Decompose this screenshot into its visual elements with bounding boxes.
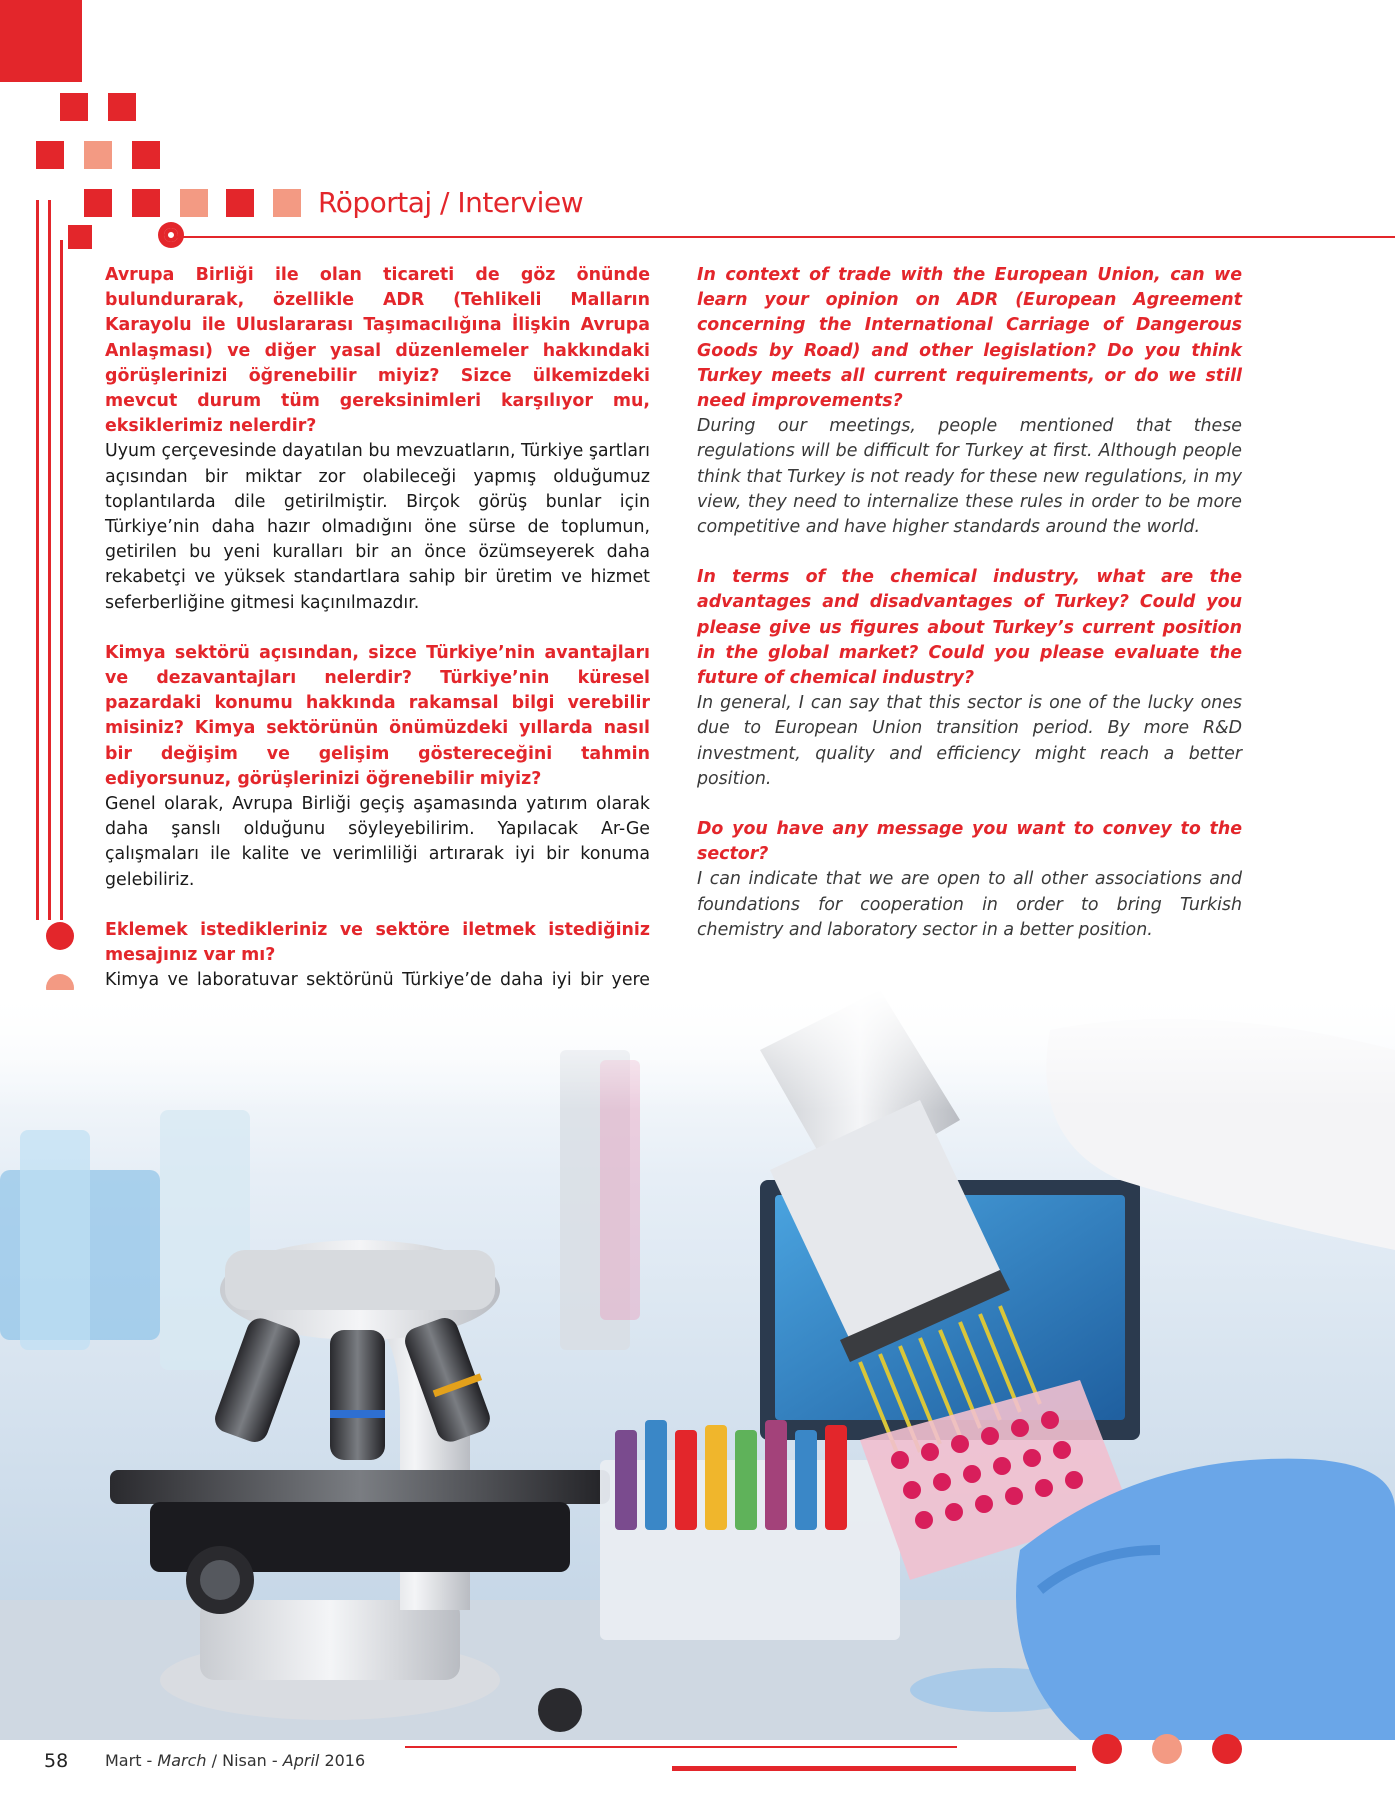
footer-rule: [672, 1766, 1076, 1771]
answer: During our meetings, people mentioned that these regulations will be difficult for Turkey at first. Although people think that Turkey is not ready for these new regulations, in my view, they need to internalize these rules in order to be more competitive and have higher standards around the world.: [697, 416, 1242, 538]
deco-square: [180, 189, 208, 217]
section-title: Röportaj / Interview: [318, 186, 584, 219]
answer: Uyum çerçevesinde dayatılan bu mevzuatların, Türkiye şartları açısından bir miktar zor olabileceği yapmış olduğumuz toplantılarda dile getirilmiştir. Birçok görüş bunlar için Türkiye’nin daha hazır olmadığını öne sürse de toplumun, getirilen bu yeni kuralları bir an önce özümseyerek daha rekabetçi ve yüksek standartlara sahip bir üretim ve hizmet seferberliğine gitmesi kaçınılmazdır.: [105, 441, 650, 613]
deco-square: [273, 189, 301, 217]
deco-square: [226, 189, 254, 217]
question: Kimya sektörü açısından, sizce Türkiye’nin avantajları ve dezavantajları nelerdir? Türkiye’nin küresel pazardaki konumu hakkında rakamsal bilgi verebilir misiniz? Kimya sektörünün önümüzdeki yıllarda nasıl bir değişim ve gelişim göstereceğini tahmin ediyorsunuz, görüşlerinizi öğrenebilir miyiz?: [105, 642, 650, 789]
left-rule: [60, 240, 63, 920]
deco-dot: [46, 922, 74, 950]
deco-square: [132, 189, 160, 217]
question: Do you have any message you want to convey to the sector?: [697, 819, 1242, 865]
month-en: April: [282, 1751, 320, 1770]
month-en: March: [157, 1751, 207, 1770]
deco-dot: [1212, 1734, 1242, 1764]
answer: Kimya ve laboratuvar sektörünü Türkiye’de daha iyi bir yere: [105, 970, 650, 991]
question: In context of trade with the European Union, can we learn your opinion on ADR (European Agreement concerning the International Carriage of Dangerous Goods by Road) and other legislation? Do you think Turkey meets all current requirements, or do we still need improvements?: [697, 265, 1242, 412]
answer: I can indicate that we are open to all other associations and foundations for cooperation in order to bring Turkish chemistry and laboratory sector in a better position.: [697, 869, 1242, 940]
ring-icon: [158, 222, 184, 248]
month-tr: Nisan: [222, 1751, 267, 1770]
deco-square: [36, 141, 64, 169]
answer: Genel olarak, Avrupa Birliği geçiş aşamasında yatırım olarak daha şanslı olduğunu söyleyebilirim. Yapılacak Ar-Ge çalışmaları ile kalite ve verimliliği artırarak iyi bir konuma gelebiliriz.: [105, 794, 650, 890]
footer-rule: [405, 1746, 957, 1748]
deco-square: [108, 93, 136, 121]
deco-square: [68, 225, 92, 249]
deco-square: [84, 141, 112, 169]
deco-square: [60, 93, 88, 121]
deco-square: [132, 141, 160, 169]
turkish-column: [105, 263, 650, 1069]
english-column: [697, 263, 1242, 968]
corner-block: [0, 0, 82, 82]
month-tr: Mart: [105, 1751, 142, 1770]
page-number: 58: [44, 1750, 69, 1772]
deco-square: [84, 189, 112, 217]
deco-dot: [1152, 1734, 1182, 1764]
question: Avrupa Birliği ile olan ticareti de göz önünde bulundurarak, özellikle ADR (Tehlikeli Malların Karayolu ile Uluslararası Taşımacılığına İlişkin Avrupa Anlaşması) ve diğer yasal düzenlemeler hakkındaki görüşlerinizi öğrenebilir miyiz? Sizce ülkemizdeki mevcut durum tüm gereksinimleri karşılıyor mu, eksiklerimiz nelerdir?: [105, 265, 650, 437]
year: 2016: [324, 1751, 366, 1770]
question: In terms of the chemical industry, what are the advantages and disadvantages of Turkey? Could you please give us figures about Turkey’s current position in the global market? Could you please evaluate the future of chemical industry?: [697, 567, 1242, 689]
answer: In general, I can say that this sector is one of the lucky ones due to European Union transition period. By more R&D investment, quality and efficiency might reach a better position.: [697, 693, 1242, 789]
issue-date: Mart - March / Nisan - April 2016: [105, 1751, 366, 1770]
laboratory-microscope-pipette-icon: [0, 990, 1395, 1740]
left-rule: [36, 200, 39, 920]
header-rule: [175, 236, 1395, 238]
deco-dot: [1092, 1734, 1122, 1764]
question: Eklemek istedikleriniz ve sektöre iletmek istediğiniz mesajınız var mı?: [105, 919, 650, 966]
laboratory-photo: [0, 990, 1395, 1740]
left-rule: [48, 200, 51, 920]
